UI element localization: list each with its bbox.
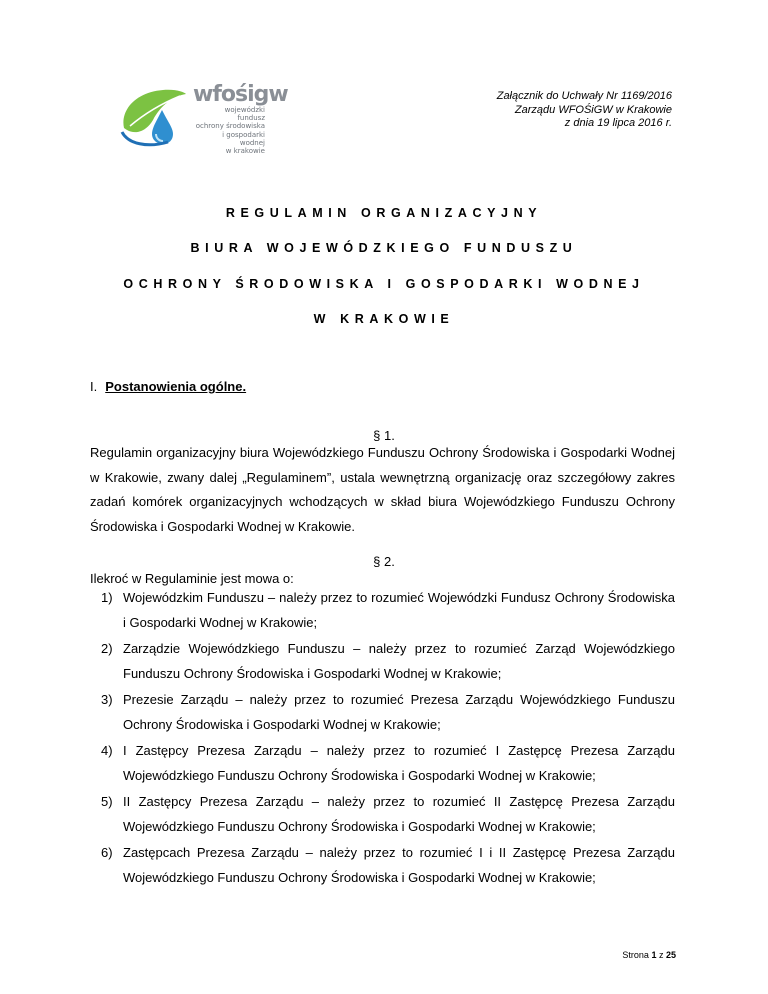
list-item: 2) Zarządzie Wojewódzkiego Funduszu – należy przez to rozumieć Zarząd Wojewódzkiego Funduszu Ochrony Środowiska i Gospodarki Wodnej w Krakowie;	[101, 641, 675, 681]
page-total: 25	[665, 950, 676, 960]
list-item: 4) I Zastępcy Prezesa Zarządu – należy przez to rozumieć I Zastępcę Prezesa Zarządu Wojewódzkiego Funduszu Ochrony Środowiska i Gospodarki Wodnej w Krakowie;	[101, 743, 675, 783]
section-number: I.	[90, 379, 98, 394]
section-label: Postanowienia ogólne.	[105, 379, 247, 394]
list-item: 3) Prezesie Zarządu – należy przez to rozumieć Prezesa Zarządu Wojewódzkiego Funduszu Ochrony Środowiska i Gospodarki Wodnej w Krakowie;	[101, 692, 675, 732]
logo-brand: wfośigw	[193, 82, 288, 107]
page-footer: Strona 1 z 25	[622, 950, 676, 960]
paragraph-2-intro: Ilekroć w Regulaminie jest mowa o:	[90, 571, 294, 586]
page-number: 1	[651, 950, 657, 960]
definitions-list	[90, 586, 675, 892]
paragraph-2-heading: § 2.	[373, 554, 395, 569]
annex-note: Załącznik do Uchwały Nr 1169/2016 Zarządu WFOŚiGW w Krakowie z dnia 19 lipca 2016 r.	[496, 90, 672, 129]
logo-text	[193, 84, 288, 155]
title-line-1: REGULAMIN ORGANIZACYJNY	[225, 206, 543, 220]
list-item: 6) Zastępcach Prezesa Zarządu – należy przez to rozumieć I i II Zastępcę Prezesa Zarządu Wojewódzkiego Funduszu Ochrony Środowiska i Gospodarki Wodnej w Krakowie;	[101, 845, 675, 885]
title-line-4: W KRAKOWIE	[313, 312, 455, 326]
paragraph-1-heading: § 1.	[373, 428, 395, 443]
list-item: 1) Wojewódzkim Funduszu – należy przez to rozumieć Wojewódzki Fundusz Ochrony Środowiska i Gospodarki Wodnej w Krakowie;	[101, 590, 675, 630]
title-line-3: OCHRONY ŚRODOWISKA I GOSPODARKI WODNEJ	[123, 277, 645, 291]
paragraph-1-text: Regulamin organizacyjny biura Wojewódzkiego Funduszu Ochrony Środowiska i Gospodarki Wodnej w Krakowie, zwany dalej „Regulaminem”, ustala wewnętrzną organizację oraz szczegółowy zakres zadań komórek organizacyjnych wchodzących w skład biura Wojewódzkiego Funduszu Ochrony Środowiska i Gospodarki Wodnej w Krakowie.	[90, 445, 675, 534]
title-line-2: BIURA WOJEWÓDZKIEGO FUNDUSZU	[190, 241, 578, 255]
leaf-drop-icon	[118, 80, 198, 150]
logo-subtitle: wojewódzki fundusz ochrony środowiska i gospodarki wodnej w krakowie	[195, 106, 265, 156]
section-heading	[90, 379, 246, 394]
list-item: 5) II Zastępcy Prezesa Zarządu – należy przez to rozumieć II Zastępcę Prezesa Zarządu Wojewódzkiego Funduszu Ochrony Środowiska i Gospodarki Wodnej w Krakowie;	[101, 794, 675, 834]
